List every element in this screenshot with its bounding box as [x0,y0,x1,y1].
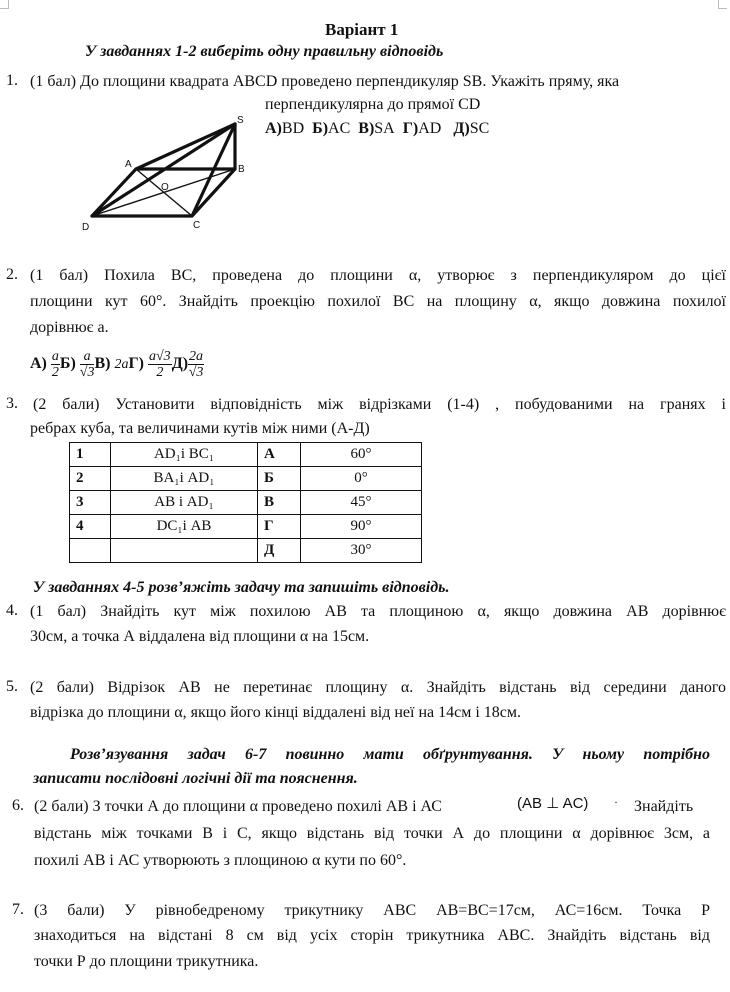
task4-line1: (1 бал) Знайдіть кут між похилою АВ та площиною α, якщо довжина АВ дорівнює [30,603,726,620]
task1-option-d-letter: Д) [453,120,470,137]
task4-number: 4. [6,602,18,619]
task2-answer-a-letter: А) [30,355,47,372]
variant-title: Варіант 1 [325,20,399,39]
task7-line3: точки Р до площини трикутника. [34,953,259,970]
matching-table [69,442,422,563]
task1-option-d: SC [469,120,490,137]
task5-line1: (2 бали) Відрізок АВ не перетинає площину α. Знайдіть відстань від середини даного [30,679,726,696]
task1-option-g: AD [418,120,442,137]
task2-answers [30,344,204,386]
row-segments [111,539,258,563]
task6-number: 6. [12,797,24,814]
row-segments: AD₁і BC₁ [111,443,258,467]
row-angle: 90° [301,515,422,539]
task2-answer-b-letter: Б) [59,355,76,372]
row-letter: А [258,443,301,467]
row-number: 3 [70,491,111,515]
task3-number: 3. [6,395,18,412]
task2-answer-g-den: 2 [156,364,164,380]
task2-answer-d-den: √3 [188,364,204,380]
table-row [70,515,422,539]
task1-option-b: AC [328,120,351,137]
task2-line1: (1 бал) Похила ВС, проведена до площини α, утворює з перпендикуляром до цієї [30,267,726,284]
task6-line3: похилі АВ і АС утворюють з площиною α кути по 60°. [34,852,407,869]
task6-line2: відстань між точками В і С, якщо відстань від точки А до площини α дорівнює 3см, а [34,825,710,842]
label-d: D [82,222,90,233]
table-row [70,467,422,491]
task2-answer-b-den: √3 [79,364,95,380]
task5-number: 5. [6,678,18,695]
row-number: 2 [70,467,111,491]
task1-options [265,119,489,139]
task7-line1: (3 бали) У рівнобедреному трикутнику АВС АВ=ВС=17см, АС=16см. Точка Р [34,902,710,919]
task2-line3: дорівнює а. [30,319,109,336]
task1-option-a: BD [281,120,305,137]
table-row [70,443,422,467]
task1-option-b-letter: Б) [312,120,329,137]
task4-line2: 30см, а точка А віддалена від площини α на 15см. [30,628,370,645]
row-segments: BA₁і AD₁ [111,467,258,491]
task6-line1-a: (2 бали) З точки А до площини α проведено похилі АВ і АС [34,798,442,815]
label-o: O [161,182,169,193]
task1-line2: перпендикулярна до прямої CD [265,96,481,113]
task6-dot: · [614,795,618,809]
task2-answer-v: 2a [114,357,129,372]
row-letter: Б [258,467,301,491]
table-row [70,539,422,563]
task1-number: 1. [6,72,18,89]
task2-answer-g-num: a√3 [149,348,171,364]
row-segments: AB і AD₁ [111,491,258,515]
task6-line1-b: Знайдіть [634,798,694,815]
task1-option-a-letter: А) [265,120,282,137]
row-angle: 30° [301,539,422,563]
task1-option-v: SA [374,120,395,137]
task5-line2: відрізка до площини α, якщо його кінці віддалені від неї на 14см і 18см. [30,704,522,721]
label-c: C [193,220,201,231]
row-number: 4 [70,515,111,539]
task2-answer-b-num: a [80,349,95,365]
task2-answer-g-letter: Г) [128,355,144,372]
task1-option-g-letter: Г) [402,120,419,137]
pyramid-figure [78,112,258,236]
table-row [70,491,422,515]
instruction-4-5: У завданнях 4-5 розв’яжіть задачу та запишіть відповідь. [33,579,450,596]
label-s: S [237,115,244,126]
task7-number: 7. [12,901,24,918]
task2-answer-a-num: a [51,348,59,364]
task6-condition: (AB ⊥ AC) [517,795,589,812]
row-angle: 60° [301,443,422,467]
row-number [70,539,111,563]
task2-answer-a-den: 2 [51,364,59,380]
task2-answer-d-fraction [188,349,204,380]
task3-line1: (2 бали) Установити відповідність між відрізками (1-4) , побудованими на гранях і [33,396,726,413]
instruction-6-7-line2: записати послідовні логічні дії та пояснення. [33,770,358,787]
task1-option-v-letter: В) [358,120,375,137]
task2-answer-d-letter: Д) [171,355,189,372]
page-corner-mark-right [718,0,727,9]
task2-answer-a-fraction [51,349,60,380]
row-number: 1 [70,443,111,467]
instruction-1-2: У завданнях 1-2 виберіть одну правильну відповідь [85,43,444,60]
label-b: B [238,164,245,175]
task3-line2: ребрах куба, та величинами кутів між ними (А-Д) [30,420,370,437]
task2-answer-b-fraction [80,349,95,380]
task7-line2: знаходиться на відстані 8 см від усіх сторін трикутника АВС. Знайдіть відстань від [34,927,710,944]
task2-line2: площини кут 60°. Знайдіть проекцію похилої ВС на площину α, якщо довжина похилої [30,293,726,310]
task1-line1: (1 бал) До площини квадрата ABCD проведено перпендикуляр SB. Укажіть пряму, яка [30,73,620,90]
segment-sa [136,124,235,169]
task2-answer-d-num: 2a [189,348,204,364]
page-corner-mark-left [0,0,9,9]
task2-answer-g-fraction [148,349,172,380]
task2-answer-v-letter: В) [94,355,111,372]
row-letter: В [258,491,301,515]
label-a: A [125,159,132,170]
row-angle: 0° [301,467,422,491]
task2-number: 2. [6,266,18,283]
row-angle: 45° [301,491,422,515]
row-letter: Г [258,515,301,539]
row-segments: DC₁і AB [111,515,258,539]
row-letter: Д [258,539,301,563]
instruction-6-7-line1: Розв’язування задач 6-7 повинно мати обґрунтування. У ньому потрібно [70,746,710,763]
